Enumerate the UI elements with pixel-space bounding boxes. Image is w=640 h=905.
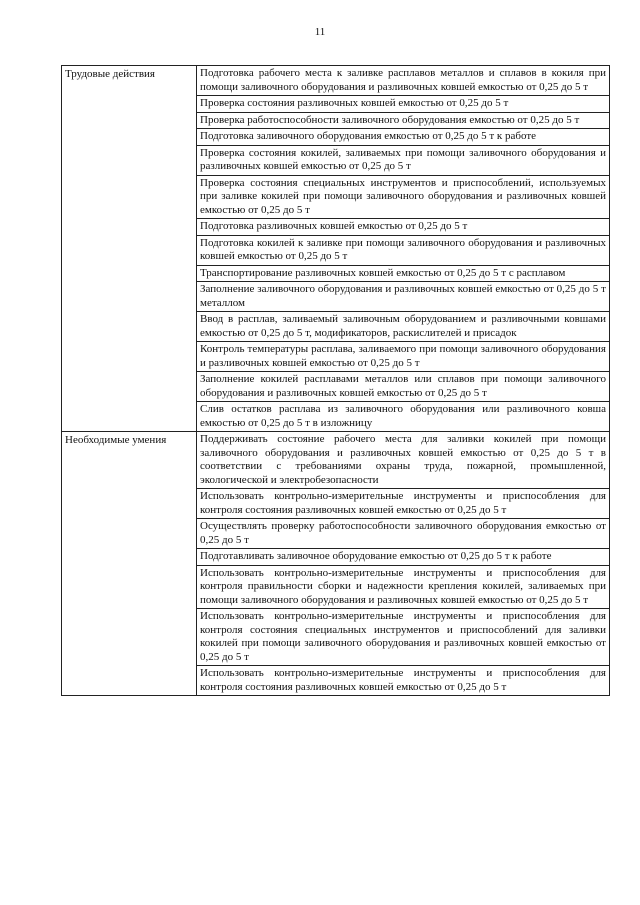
- requirement-item: Контроль температуры расплава, заливаемого при помощи заливочного оборудования и разливочных ковшей емкостью от 0,25 до 5 т: [197, 342, 610, 372]
- requirement-item: Подготовка кокилей к заливке при помощи заливочного оборудования и разливочных ковшей емкостью от 0,25 до 5 т: [197, 235, 610, 265]
- requirement-item: Проверка состояния специальных инструментов и приспособлений, используемых при заливке кокилей при помощи заливочного оборудования и разливочных ковшей емкостью от 0,25 до 5 т: [197, 175, 610, 219]
- requirement-item: Ввод в расплав, заливаемый заливочным оборудованием и разливочными ковшами емкостью от 0,25 до 5 т, модификаторов, раскислителей и присадок: [197, 312, 610, 342]
- requirement-item: Проверка работоспособности заливочного оборудования емкостью от 0,25 до 5 т: [197, 112, 610, 129]
- requirement-item: Заполнение кокилей расплавами металлов или сплавов при помощи заливочного оборудования и разливочных ковшей емкостью от 0,25 до 5 т: [197, 372, 610, 402]
- requirement-item: Использовать контрольно-измерительные инструменты и приспособления для контроля состояния разливочных ковшей емкостью от 0,25 до 5 т: [197, 489, 610, 519]
- requirement-item: Подготавливать заливочное оборудование емкостью от 0,25 до 5 т к работе: [197, 549, 610, 566]
- requirement-item: Слив остатков расплава из заливочного оборудования или разливочного ковша емкостью от 0,25 до 5 т в изложницу: [197, 402, 610, 432]
- section-label: Трудовые действия: [62, 66, 197, 432]
- requirement-item: Проверка состояния разливочных ковшей емкостью от 0,25 до 5 т: [197, 96, 610, 113]
- requirement-item: Подготовка заливочного оборудования емкостью от 0,25 до 5 т к работе: [197, 129, 610, 146]
- requirement-item: Использовать контрольно-измерительные инструменты и приспособления для контроля правильности сборки и надежности крепления кокилей, заливаемых при помощи заливочного оборудования и разливочных ковшей емкостью от 0,25 до 5 т: [197, 565, 610, 609]
- requirement-item: Заполнение заливочного оборудования и разливочных ковшей емкостью от 0,25 до 5 т металлом: [197, 282, 610, 312]
- requirement-item: Использовать контрольно-измерительные инструменты и приспособления для контроля состояния разливочных ковшей емкостью от 0,25 до 5 т: [197, 666, 610, 696]
- requirement-item: Осуществлять проверку работоспособности заливочного оборудования емкостью от 0,25 до 5 т: [197, 519, 610, 549]
- requirement-item: Подготовка разливочных ковшей емкостью от 0,25 до 5 т: [197, 219, 610, 236]
- requirement-item: Поддерживать состояние рабочего места для заливки кокилей при помощи заливочного оборудования и разливочных ковшей емкостью от 0,25 до 5 т в соответствии с требованиями охраны труда, пожарной, промышленной, экологической и электробезопасности: [197, 432, 610, 489]
- requirement-item: Использовать контрольно-измерительные инструменты и приспособления для контроля состояния специальных инструментов и приспособлений для заливки кокилей при помощи заливочного оборудования и разливочных ковшей емкостью от 0,25 до 5 т: [197, 609, 610, 666]
- requirement-item: Подготовка рабочего места к заливке расплавов металлов и сплавов в кокиля при помощи заливочного оборудования и разливочных ковшей емкостью от 0,25 до 5 т: [197, 66, 610, 96]
- table-row: [62, 66, 610, 96]
- table-row: [62, 432, 610, 489]
- requirement-item: Транспортирование разливочных ковшей емкостью от 0,25 до 5 т с расплавом: [197, 265, 610, 282]
- section-label: Необходимые умения: [62, 432, 197, 696]
- requirement-item: Проверка состояния кокилей, заливаемых при помощи заливочного оборудования и разливочных ковшей емкостью от 0,25 до 5 т: [197, 145, 610, 175]
- requirements-table: [61, 65, 610, 696]
- page-number: 11: [314, 26, 326, 38]
